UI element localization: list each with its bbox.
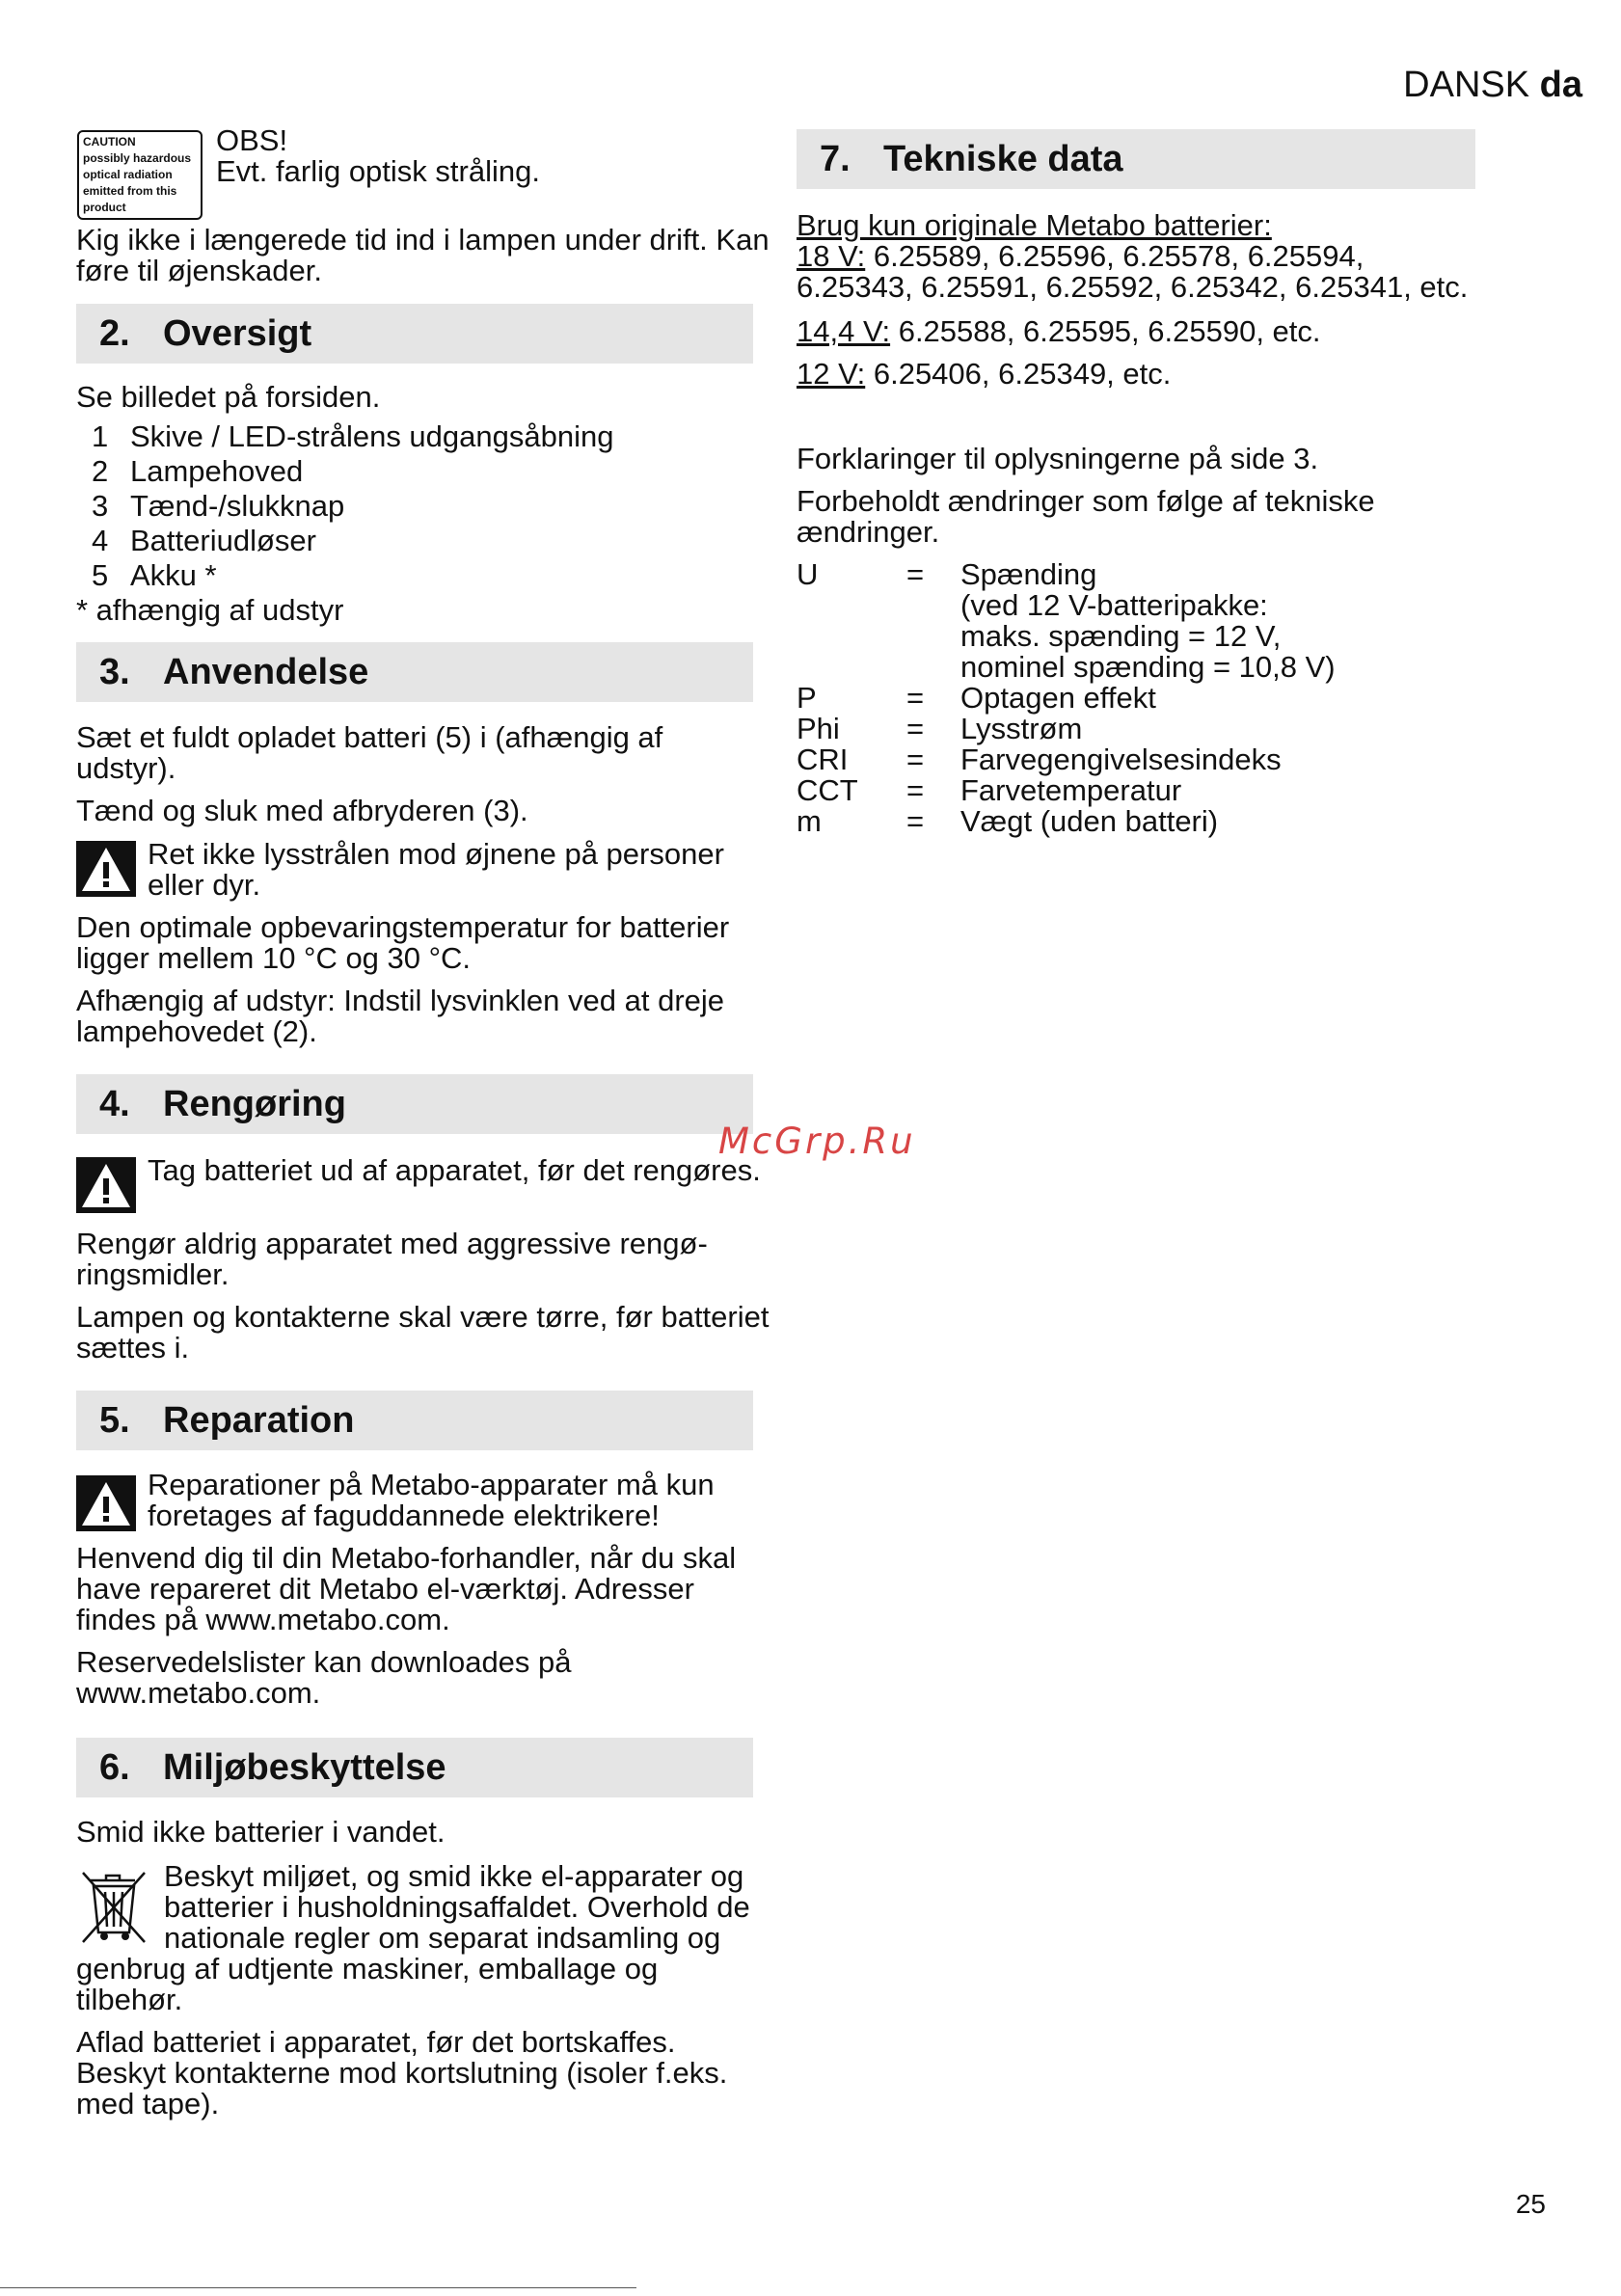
- caution-label: [77, 130, 203, 220]
- page-number: 25: [1515, 2189, 1546, 2219]
- bottom-rule: [0, 2287, 636, 2288]
- s6-p2-indented: [164, 1861, 750, 1954]
- def-equals: =: [906, 681, 925, 715]
- list-item: [92, 526, 316, 556]
- caution-line: optical radiation: [83, 168, 173, 181]
- section-title: Anvendelse: [163, 652, 369, 692]
- battery-list: 6.25588, 6.25595, 6.25590, etc.: [890, 314, 1321, 348]
- voltage-label: 14,4 V:: [797, 314, 891, 348]
- section-number: 3.: [99, 652, 130, 692]
- text-line: føre til øjenskader.: [76, 254, 322, 287]
- text-line: sættes i.: [76, 1331, 190, 1364]
- header-lang-word: DANSK: [1403, 65, 1530, 105]
- s3-warning-text: [148, 839, 724, 901]
- def-value: [960, 559, 1336, 683]
- text-line: med tape).: [76, 2087, 220, 2120]
- section-3-heading: [76, 642, 753, 702]
- def-value: Lysstrøm: [960, 712, 1083, 745]
- text-line: Sæt et fuldt opladet batteri (5) i (afhængig af: [76, 720, 663, 754]
- s4-warning-text: Tag batteriet ud af apparatet, før det rengøres.: [148, 1153, 761, 1187]
- text-line: Beskyt miljøet, og smid ikke el-apparater og: [164, 1859, 744, 1893]
- text-line: Henvend dig til din Metabo-forhandler, når du skal: [76, 1541, 737, 1575]
- caution-line: emitted from this: [83, 184, 177, 198]
- voltage-label: 18 V:: [797, 239, 866, 273]
- caution-line: possibly hazardous: [83, 151, 192, 165]
- def-value: Farvetemperatur: [960, 773, 1182, 807]
- warning-icon: [76, 1475, 136, 1531]
- def-equals: =: [906, 712, 925, 745]
- section-2-heading: [76, 304, 753, 364]
- header-lang-code: da: [1539, 65, 1582, 105]
- reserve-text: [797, 486, 1375, 548]
- text-line: Kig ikke i længerede tid ind i lampen under drift. Kan: [76, 223, 770, 257]
- voltage-label: 12 V:: [797, 357, 866, 391]
- s4-p2: [76, 1302, 769, 1364]
- section-number: 6.: [99, 1747, 130, 1788]
- battery-18v-line2: 6.25343, 6.25591, 6.25592, 6.25342, 6.25341, etc.: [797, 270, 1469, 304]
- list-item: [92, 456, 303, 487]
- s5-p2: [76, 1647, 572, 1709]
- text-line: maks. spænding = 12 V,: [960, 619, 1282, 653]
- battery-18v-line: [797, 241, 1364, 272]
- section-title: Oversigt: [163, 313, 312, 354]
- s3-p3: [76, 912, 729, 974]
- def-symbol: P: [797, 681, 817, 715]
- text-line: Aflad batteriet i apparatet, før det bortskaffes.: [76, 2025, 676, 2059]
- obs-title: OBS!: [216, 123, 288, 157]
- text-line: nominel spænding = 10,8 V): [960, 650, 1336, 684]
- def-value: Farvegengivelsesindeks: [960, 743, 1282, 776]
- warning-icon: [76, 841, 136, 897]
- list-number: 2: [92, 454, 109, 488]
- text-line: genbrug af udtjente maskiner, emballage og: [76, 1952, 659, 1985]
- battery-12v-line: [797, 359, 1171, 390]
- section-6-heading: [76, 1738, 753, 1797]
- text-line: (ved 12 V-batteripakke:: [960, 588, 1268, 622]
- def-symbol: U: [797, 557, 819, 591]
- s3-p4: [76, 986, 724, 1047]
- text-line: batterier i husholdningsaffaldet. Overhold de: [164, 1890, 750, 1924]
- text-line: ringsmidler.: [76, 1257, 230, 1291]
- s6-p2-cont: [76, 1954, 658, 2015]
- text-line: www.metabo.com.: [76, 1676, 321, 1710]
- intro-text: [76, 225, 770, 286]
- section-number: 7.: [820, 139, 851, 179]
- text-line: Afhængig af udstyr: Indstil lysvinklen ved at dreje: [76, 984, 725, 1017]
- text-line: Lampen og kontakterne skal være tørre, før batteriet: [76, 1300, 770, 1334]
- section-4-heading: [76, 1074, 753, 1134]
- text-line: have repareret dit Metabo el-værktøj. Adresser: [76, 1572, 694, 1606]
- section-7-heading: [797, 129, 1475, 189]
- section-title: Tekniske data: [883, 139, 1123, 179]
- list-item: [92, 421, 613, 452]
- s6-p3: [76, 2027, 727, 2120]
- def-symbol: m: [797, 804, 822, 838]
- text-line: ligger mellem 10 °C og 30 °C.: [76, 941, 472, 975]
- text-line: Ret ikke lysstrålen mod øjnene på personer: [148, 837, 724, 871]
- obs-text: Evt. farlig optisk stråling.: [216, 154, 540, 188]
- text-line: udstyr).: [76, 751, 176, 785]
- s2-footnote: * afhængig af udstyr: [76, 593, 344, 627]
- def-equals: =: [906, 743, 925, 776]
- caution-line: CAUTION: [83, 135, 136, 149]
- section-5-heading: [76, 1391, 753, 1450]
- text-line: eller dyr.: [148, 868, 261, 902]
- s5-warning-text: [148, 1470, 715, 1531]
- def-equals: =: [906, 804, 925, 838]
- watermark: McGrp.Ru: [718, 1121, 916, 1162]
- list-number: 3: [92, 489, 109, 523]
- s4-p1: [76, 1229, 708, 1290]
- page-header: [1403, 64, 1582, 106]
- text-line: Reparationer på Metabo-apparater må kun: [148, 1468, 715, 1501]
- def-value: Vægt (uden batteri): [960, 804, 1219, 838]
- batteries-heading: Brug kun originale Metabo batterier:: [797, 208, 1272, 242]
- def-symbol: CCT: [797, 773, 858, 807]
- list-label: Tænd-/slukknap: [130, 489, 345, 523]
- text-line: Rengør aldrig apparatet med aggressive rengø-: [76, 1227, 708, 1260]
- battery-list: 6.25589, 6.25596, 6.25578, 6.25594,: [865, 239, 1364, 273]
- list-label: Akku *: [130, 558, 217, 592]
- text-line: ændringer.: [797, 515, 940, 549]
- section-title: Reparation: [163, 1400, 355, 1441]
- battery-list: 6.25406, 6.25349, etc.: [865, 357, 1172, 391]
- section-title: Rengøring: [163, 1084, 346, 1124]
- section-title: Miljøbeskyttelse: [163, 1747, 446, 1788]
- text-line: lampehovedet (2).: [76, 1014, 317, 1048]
- list-label: Batteriudløser: [130, 524, 316, 557]
- battery-144v-line: [797, 316, 1321, 347]
- list-number: 4: [92, 524, 109, 557]
- text-line: Den optimale opbevaringstemperatur for batterier: [76, 910, 730, 944]
- section-number: 4.: [99, 1084, 130, 1124]
- caution-line: product: [83, 201, 126, 214]
- s5-p1: [76, 1543, 736, 1635]
- text-line: Beskyt kontakterne mod kortslutning (isoler f.eks.: [76, 2056, 728, 2090]
- list-item: [92, 560, 217, 591]
- explain-text: Forklaringer til oplysningerne på side 3.: [797, 442, 1319, 475]
- def-value: Optagen effekt: [960, 681, 1156, 715]
- text-line: Spænding: [960, 557, 1097, 591]
- text-line: tilbehør.: [76, 1983, 183, 2016]
- def-symbol: Phi: [797, 712, 840, 745]
- list-label: Lampehoved: [130, 454, 304, 488]
- section-number: 5.: [99, 1400, 130, 1441]
- text-line: Reservedelslister kan downloades på: [76, 1645, 572, 1679]
- list-number: 5: [92, 558, 109, 592]
- text-line: Forbeholdt ændringer som følge af tekniske: [797, 484, 1375, 518]
- crossed-bin-icon: [79, 1869, 149, 1946]
- s2-intro: Se billedet på forsiden.: [76, 380, 381, 414]
- def-equals: =: [906, 557, 925, 591]
- section-number: 2.: [99, 313, 130, 354]
- def-symbol: CRI: [797, 743, 849, 776]
- warning-icon: [76, 1157, 136, 1213]
- s6-p1: Smid ikke batterier i vandet.: [76, 1815, 446, 1849]
- text-line: findes på www.metabo.com.: [76, 1603, 450, 1636]
- def-equals: =: [906, 773, 925, 807]
- text-line: nationale regler om separat indsamling og: [164, 1921, 721, 1955]
- s3-p1: [76, 722, 662, 784]
- list-number: 1: [92, 419, 109, 453]
- s3-p2: Tænd og sluk med afbryderen (3).: [76, 794, 528, 827]
- list-item: [92, 491, 344, 522]
- list-label: Skive / LED-strålens udgangsåbning: [130, 419, 614, 453]
- text-line: foretages af faguddannede elektrikere!: [148, 1499, 660, 1532]
